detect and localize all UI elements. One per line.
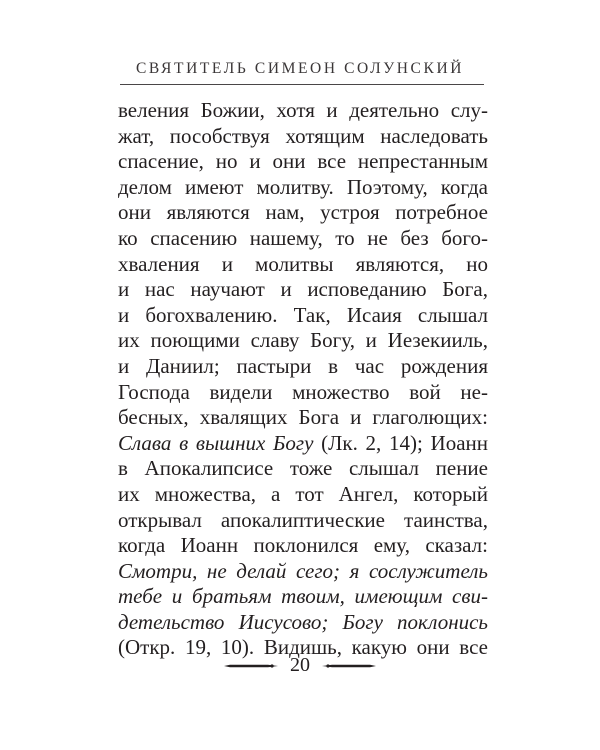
right-ornament-icon [322,661,376,671]
text-segment: ко спасению нашему, то не без бого- [118,225,488,250]
text-segment: хваления и молитвы являются, но [118,251,488,276]
text-line [118,559,488,585]
text-line [118,98,488,124]
text-line [118,200,488,226]
text-line [118,533,488,559]
text-segment: бесных, хвалящих Бога и глаголющих: [118,405,488,430]
text-segment: делом имеют молитву. Поэтому, когда [118,174,488,199]
text-segment: (Откр. 19, 10). Видишь, какую они все [118,635,488,660]
text-segment: открывал апокалиптические таинства, [118,507,488,532]
text-segment: веления Божии, хотя и деятельно слу- [118,98,488,122]
text-line [118,303,488,329]
text-segment: (Лк. 2, 14); Иоанн [313,430,488,455]
text-segment: и богохвалению. Так, Исаия слышал [118,302,488,327]
text-segment: они являются нам, устроя потребное [118,200,488,225]
header-rule [120,84,484,85]
text-segment: Господа видели множество вой не- [118,379,488,404]
text-segment: спасение, но и они все непрестанным [118,149,488,174]
running-head: СВЯТИТЕЛЬ СИМЕОН СОЛУНСКИЙ [135,60,465,77]
text-segment: их множества, а тот Ангел, который [118,481,488,506]
text-line [118,175,488,201]
text-segment: в Апокалипсисе тоже слышал пение [118,456,488,481]
text-line [118,328,488,354]
text-line [118,584,488,610]
text-line [118,431,488,457]
italic-quote: Смотри, не делай сего; я сослужитель [118,558,488,583]
left-ornament-icon [224,661,278,671]
italic-quote: детельство Иисусово; Богу поклонись [118,609,488,634]
page-number: 20 [290,654,310,676]
italic-quote: Слава в вышних Богу [118,430,314,455]
text-segment: жат, пособствуя хотящим наследовать [118,123,488,148]
text-line [118,124,488,150]
body-text [118,98,488,661]
text-segment: и Даниил; пастыри в час рождения [118,353,488,378]
italic-quote: тебе и братьям твоим, имеющим сви- [118,584,488,609]
text-line [118,508,488,534]
text-segment: их поющими славу Богу, и Иезекииль, [118,328,488,353]
text-segment: и нас научают и исповеданию Бога, [118,277,488,302]
text-line [118,610,488,636]
text-line [118,149,488,175]
folio [0,654,600,677]
text-line [118,405,488,431]
text-line [118,277,488,303]
text-line [118,252,488,278]
text-line [118,354,488,380]
text-line [118,380,488,406]
text-segment: когда Иоанн поклонился ему, сказал: [118,533,488,558]
text-line [118,456,488,482]
text-line [118,226,488,252]
text-line [118,482,488,508]
